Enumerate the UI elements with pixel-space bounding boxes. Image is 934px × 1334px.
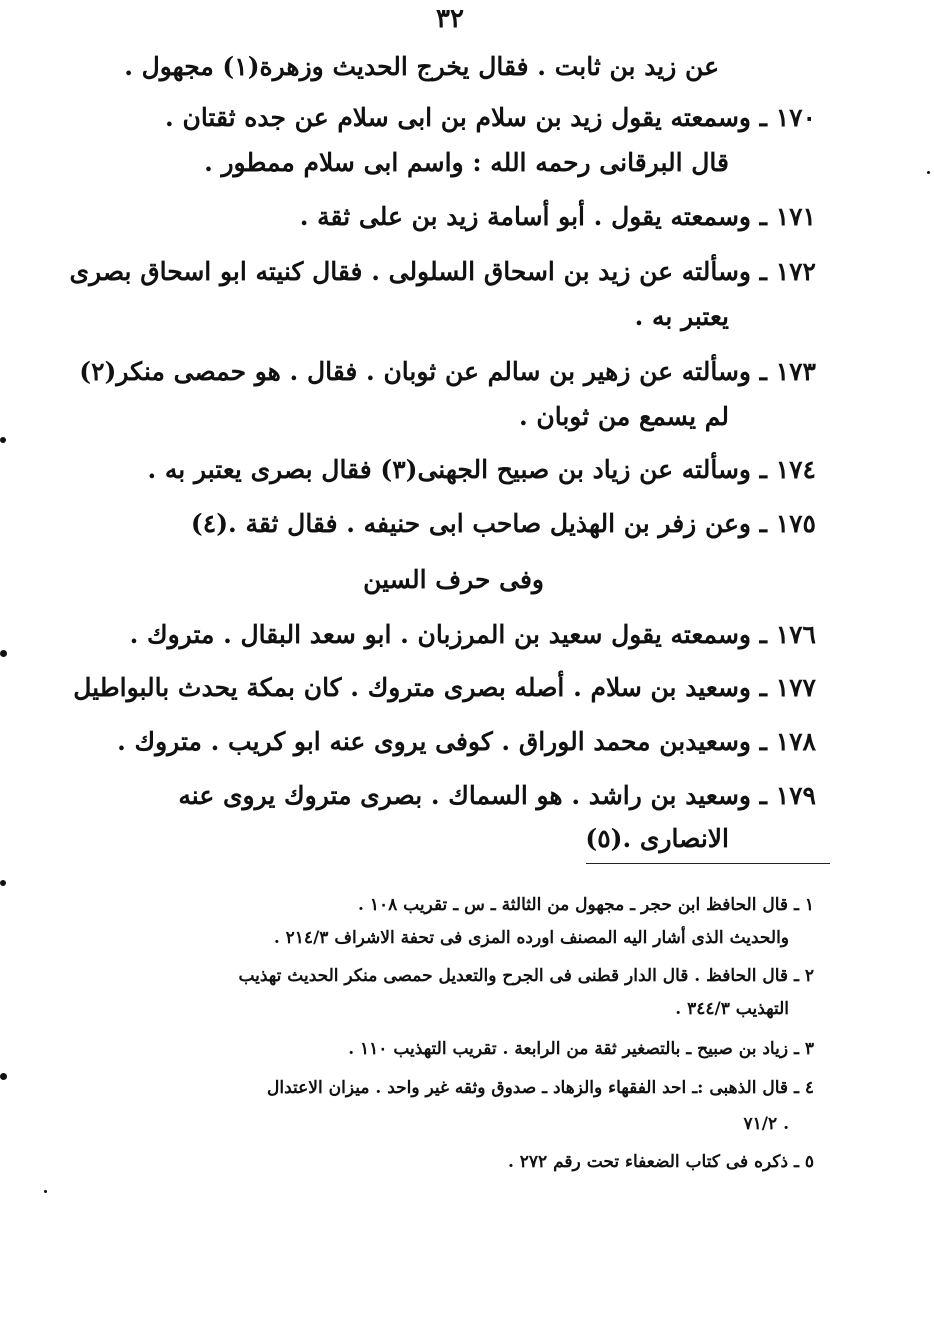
scan-speck [0, 437, 6, 443]
footnote-3: ٣ ـ زياد بن صبيح ـ بالتصغير ثقة من الرابعة . تقريب التهذيب ١١٠ . [348, 1039, 814, 1059]
entry-176: ١٧٦ ـ وسمعته يقول سعيد بن المرزبان . ابو سعد البقال . متروك . [129, 620, 816, 649]
entry-175: ١٧٥ ـ وعن زفر بن الهذيل صاحب ابى حنيفه . فقال ثقة .(٤) [190, 509, 816, 538]
scan-speck [927, 171, 930, 174]
entry-171: ١٧١ ـ وسمعته يقول . أبو أسامة زيد بن على ثقة . [299, 202, 816, 231]
entry-174: ١٧٤ ـ وسألته عن زياد بن صبيح الجهنى(٣) فقال بصرى يعتبر به . [147, 455, 816, 484]
entry-173: ١٧٣ ـ وسألته عن زهير بن سالم عن ثوبان . فقال . هو حمصى منكر(٢) [79, 357, 816, 386]
footnote-4: ٤ ـ قال الذهبى :ـ احد الفقهاء والزهاد ـ صدوق وثقه غير واحد . ميزان الاعتدال [267, 1078, 814, 1098]
scan-speck [0, 880, 6, 886]
scan-speck [44, 1190, 47, 1193]
entry-178: ١٧٨ ـ وسعيدبن محمد الوراق . كوفى يروى عنه ابو كريب . متروك . [117, 727, 816, 756]
footnote-5: ٥ ـ ذكره فى كتاب الضعفاء تحت رقم ٢٧٢ . [507, 1152, 814, 1172]
main-line: لم يسمع من ثوبان . [518, 402, 729, 431]
footnote-1: ١ ـ قال الحافظ ابن حجر ـ مجهول من الثالثة ـ س ـ تقريب ١٠٨ . [357, 895, 814, 915]
section-heading: وفى حرف السين [363, 565, 544, 594]
entry-177: ١٧٧ ـ وسعيد بن سلام . أصله بصرى متروك . كان بمكة يحدث بالبواطيل [73, 673, 816, 702]
footnote-divider [586, 863, 830, 864]
scan-speck [0, 1073, 7, 1080]
main-line: يعتبر به . [634, 302, 729, 331]
page-number: ٣٢ [436, 4, 464, 34]
entry-170: ١٧٠ ـ وسمعته يقول زيد بن سلام بن ابى سلام عن جده ثقتان . [165, 103, 816, 132]
footnote-line: ٧١/٢ . [743, 1114, 789, 1134]
main-line: الانصارى .(٥) [585, 824, 729, 853]
main-line: عن زيد بن ثابت . فقال يخرج الحديث وزهرة(١) مجهول . [124, 52, 719, 81]
entry-179: ١٧٩ ـ وسعيد بن راشد . هو السماك . بصرى متروك يروى عنه [178, 781, 816, 810]
scan-speck [0, 650, 7, 657]
entry-172: ١٧٢ ـ وسألته عن زيد بن اسحاق السلولى . فقال كنيته ابو اسحاق بصرى [69, 257, 816, 286]
footnote-2: ٢ ـ قال الحافظ . قال الدار قطنى فى الجرح والتعديل حمصى منكر الحديث تهذيب [238, 966, 814, 986]
footnote-line: التهذيب ٣٤٤/٣ . [675, 999, 789, 1019]
main-line: قال البرقانى رحمه الله : واسم ابى سلام ممطور . [204, 148, 729, 177]
footnote-line: والحديث الذى أشار اليه المصنف اورده المزى فى تحفة الاشراف ٢١٤/٣ . [273, 928, 789, 948]
